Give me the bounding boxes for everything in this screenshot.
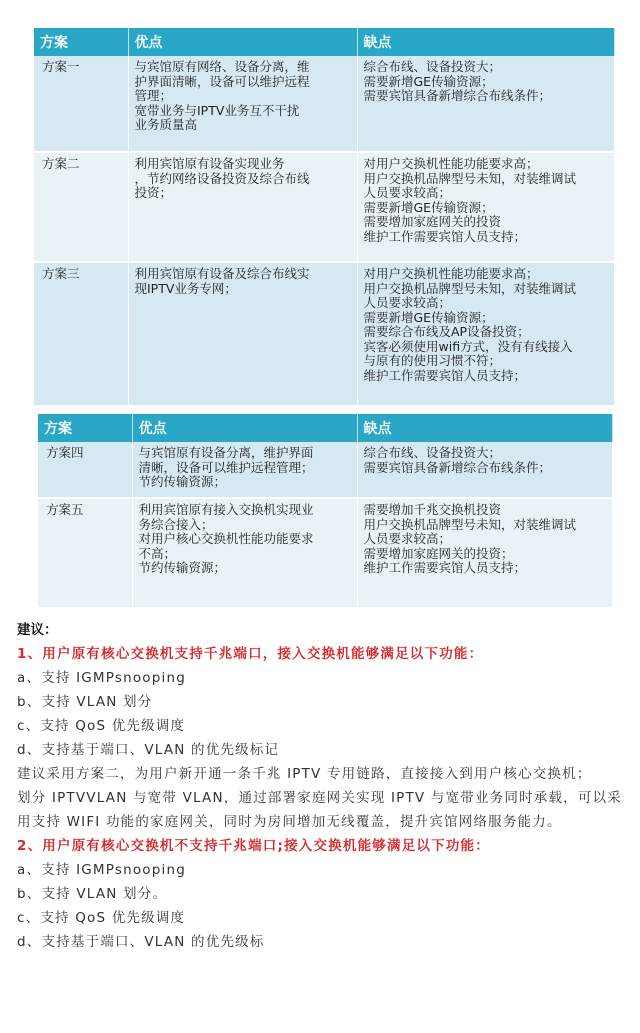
section-2-heading: 2、用户原有核心交换机不支持千兆端口;接入交换机能够满足以下功能： [17, 838, 490, 854]
scheme-cons: 需要增加千兆交换机投资 用户交换机品牌型号未知，对装维调试 人员要求较高； 需要增加家庭网关的投资； 维护工作需要宾馆人员支持； [357, 498, 612, 608]
list-item: d、支持基于端口、VLAN 的优先级标记 [17, 742, 280, 758]
scheme-cons: 对用户交换机性能功能要求高； 用户交换机品牌型号未知，对装维调试 人员要求较高； 需要新增GE传输资源； 需要综合布线及AP设备投资； 宾客必须使用wifi方式，没有有线接入 与原有的使用习惯不符； 维护工作需要宾馆人员支持； [357, 262, 614, 406]
header-pros: 优点 [132, 414, 357, 442]
scheme-pros: 利用宾馆原有设备实现业务 ，节约网络设备投资及综合布线 投资； [128, 152, 357, 262]
list-item: a、支持 IGMPsnooping [17, 862, 187, 878]
header-pros: 优点 [128, 28, 357, 56]
list-item: b、支持 VLAN 划分。 [17, 886, 168, 902]
advice-title: 建议： [17, 622, 58, 638]
scheme-name: 方案三 [34, 262, 128, 406]
list-item: c、支持 QoS 优先级调度 [17, 910, 186, 926]
scheme-name: 方案一 [34, 56, 128, 152]
table-row [34, 56, 614, 152]
scheme-pros: 与宾馆原有网络、设备分离，维 护界面清晰，设备可以维护远程 管理； 宽带业务与IPTV业务互不干扰 业务质量高 [128, 56, 357, 152]
comparison-table-2 [38, 414, 613, 609]
list-item: d、支持基于端口、VLAN 的优先级标 [17, 934, 265, 950]
scheme-cons: 对用户交换机性能功能要求高； 用户交换机品牌型号未知，对装维调试 人员要求较高； 需要新增GE传输资源； 需要增加家庭网关的投资 维护工作需要宾馆人员支持； [357, 152, 614, 262]
scheme-name: 方案四 [38, 442, 132, 498]
header-cons: 缺点 [357, 28, 614, 56]
scheme-pros: 利用宾馆原有接入交换机实现业 务综合接入； 对用户核心交换机性能功能要求 不高； 节约传输资源； [132, 498, 357, 608]
scheme-name: 方案二 [34, 152, 128, 262]
list-item: a、支持 IGMPsnooping [17, 670, 187, 686]
advice-paragraph: 建议采用方案二，为用户新开通一条千兆 IPTV 专用链路，直接接入到用户核心交换机； [17, 766, 592, 782]
advice-paragraph: 划分 IPTVVLAN 与宽带 VLAN，通过部署家庭网关实现 IPTV 与宽带业务同时承载，可以采用支持 WIFI 功能的家庭网关，同时为房间增加无线覆盖，提升宾馆网络服务能力。 [17, 790, 622, 830]
scheme-name: 方案五 [38, 498, 132, 608]
header-cons: 缺点 [357, 414, 612, 442]
list-item: c、支持 QoS 优先级调度 [17, 718, 186, 734]
section-1-heading: 1、用户原有核心交换机支持千兆端口，接入交换机能够满足以下功能： [17, 646, 484, 662]
scheme-pros: 利用宾馆原有设备及综合布线实 现IPTV业务专网； [128, 262, 357, 406]
table-row [38, 442, 612, 498]
scheme-pros: 与宾馆原有设备分离，维护界面 清晰，设备可以维护远程管理； 节约传输资源； [132, 442, 357, 498]
header-scheme: 方案 [38, 414, 132, 442]
table-row [38, 498, 612, 608]
table-header-row [34, 28, 614, 56]
list-item: b、支持 VLAN 划分 [17, 694, 153, 710]
comparison-table-1 [34, 28, 615, 407]
scheme-cons: 综合布线、设备投资大； 需要宾馆具备新增综合布线条件； [357, 442, 612, 498]
table-header-row [38, 414, 612, 442]
header-scheme: 方案 [34, 28, 128, 56]
advice-section [17, 618, 628, 954]
scheme-cons: 综合布线、设备投资大； 需要新增GE传输资源； 需要宾馆具备新增综合布线条件； [357, 56, 614, 152]
table-row [34, 152, 614, 262]
table-row [34, 262, 614, 406]
